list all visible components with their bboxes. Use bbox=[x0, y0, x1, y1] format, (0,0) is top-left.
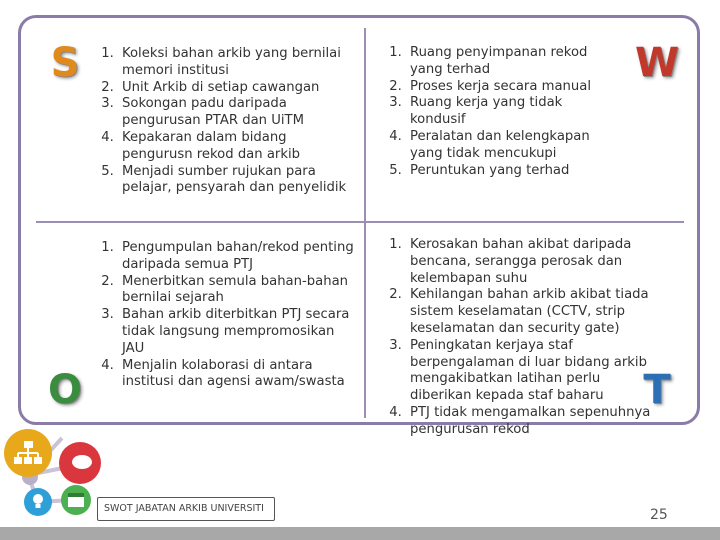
list-item: 3. Bahan arkib diterbitkan PTJ secara tidak langsung mempromosikan JAU bbox=[118, 307, 354, 357]
opportunities-quadrant bbox=[92, 240, 354, 391]
list-item: 2. Unit Arkib di setiap cawangan bbox=[118, 80, 354, 97]
list-item: 3. Ruang kerja yang tidak kondusif bbox=[406, 95, 620, 129]
opportunities-letter: O bbox=[47, 367, 82, 413]
threats-quadrant bbox=[380, 237, 665, 439]
list-item: 4. PTJ tidak mengamalkan sepenuhnya pengurusan rekod bbox=[406, 405, 665, 439]
bottom-bar bbox=[0, 527, 720, 540]
strengths-letter: S bbox=[50, 40, 80, 86]
list-item: 3. Sokongan padu daripada pengurusan PTAR dan UiTM bbox=[118, 96, 354, 130]
opportunities-list bbox=[92, 240, 354, 391]
list-item: 4. Menjalin kolaborasi di antara institusi dan agensi awam/swasta bbox=[118, 358, 354, 392]
weaknesses-list bbox=[380, 45, 620, 179]
list-item: 1. Kerosakan bahan akibat daripada bencana, serangga perosak dan kelembapan suhu bbox=[406, 237, 665, 287]
list-item: 4. Peralatan dan kelengkapan yang tidak mencukupi bbox=[406, 129, 620, 163]
strengths-quadrant bbox=[92, 46, 354, 197]
strengths-list bbox=[92, 46, 354, 197]
list-item: 2. Kehilangan bahan arkib akibat tiada sistem keselamatan (CCTV, strip keselamatan dan security gate) bbox=[406, 287, 665, 337]
decorative-icon-cluster bbox=[0, 420, 110, 530]
list-item: 5. Peruntukan yang terhad bbox=[406, 163, 620, 180]
page-number: 25 bbox=[650, 507, 668, 523]
list-item: 4. Kepakaran dalam bidang pengurusn rekod dan arkib bbox=[118, 130, 354, 164]
list-item: 2. Menerbitkan semula bahan-bahan bernilai sejarah bbox=[118, 274, 354, 308]
footer-title: SWOT JABATAN ARKIB UNIVERSITI bbox=[97, 497, 275, 521]
list-item: 1. Pengumpulan bahan/rekod penting daripada semua PTJ bbox=[118, 240, 354, 274]
threats-list bbox=[380, 237, 665, 439]
list-item: 1. Ruang penyimpanan rekod yang terhad bbox=[406, 45, 620, 79]
list-item: 3. Peningkatan kerjaya staf berpengalaman di luar bidang arkib mengakibatkan latihan perlu diberikan kepada staf baharu bbox=[406, 338, 665, 405]
threats-letter: T bbox=[643, 367, 671, 413]
list-item: 1. Koleksi bahan arkib yang bernilai memori institusi bbox=[118, 46, 354, 80]
list-item: 5. Menjadi sumber rujukan para pelajar, pensyarah dan penyelidik bbox=[118, 164, 354, 198]
list-item: 2. Proses kerja secara manual bbox=[406, 79, 620, 96]
horizontal-divider bbox=[36, 221, 684, 223]
weaknesses-quadrant bbox=[380, 45, 620, 179]
weaknesses-letter: W bbox=[634, 40, 680, 86]
vertical-divider bbox=[364, 28, 366, 418]
